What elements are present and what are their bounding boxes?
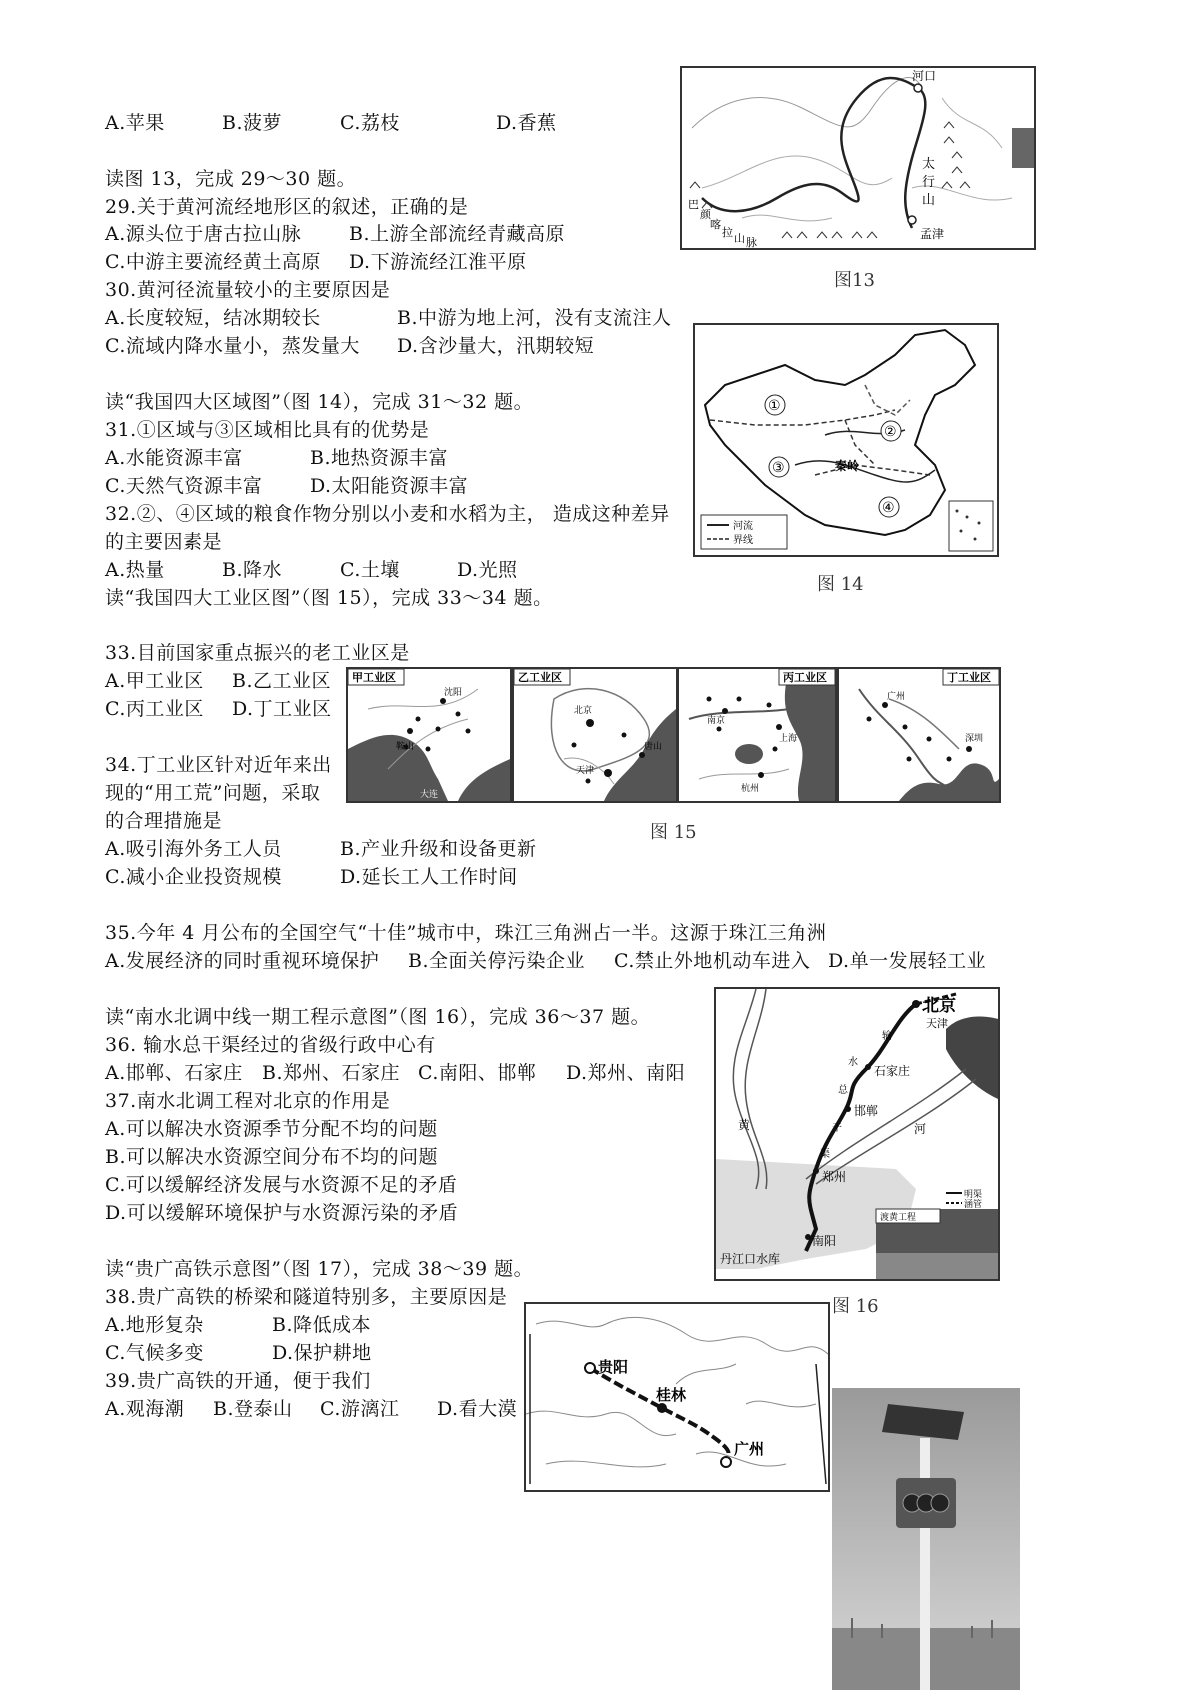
q34-stem-line2: 现的“用工荒”问题，采取 xyxy=(105,782,321,804)
figure-17-guiguang-railway-map xyxy=(524,1302,830,1492)
fig15-city-shenzhen: 深圳 xyxy=(965,734,984,744)
q30-option-a: A.长度较短，结冰期较长 xyxy=(105,307,321,329)
fig14-region-4: ④ xyxy=(882,500,895,516)
q30-option-c: C.流域内降水量小，蒸发量大 xyxy=(105,335,360,357)
q39-option-a: A.观海潮 xyxy=(105,1398,185,1420)
fig16-city-zhengzhou: 郑州 xyxy=(822,1170,847,1184)
fig15-city-tianjin: 天津 xyxy=(576,766,595,776)
q30-stem: 30.黄河径流量较小的主要原因是 xyxy=(105,279,391,301)
q31-stem: 31.①区域与③区域相比具有的优势是 xyxy=(105,419,430,441)
fig15-city-hangzhou: 杭州 xyxy=(741,784,760,794)
fig16-photo-label: 渡黄工程 xyxy=(880,1213,917,1223)
fig16-city-beijing: 北京 xyxy=(922,996,956,1016)
q37-option-a: A.可以解决水资源季节分配不均的问题 xyxy=(105,1118,438,1140)
fig16-canal-3: 总 xyxy=(838,1085,848,1096)
q35-option-c: C.禁止外地机动车进入 xyxy=(614,950,811,972)
figure-14-caption: 图 14 xyxy=(817,574,864,595)
intro-fig13: 读图 13，完成 29～30 题。 xyxy=(105,168,357,190)
q34-stem-line3: 的合理措施是 xyxy=(105,810,223,832)
fig13-label-shan2: 山 xyxy=(734,232,745,245)
q38-option-c: C.气候多变 xyxy=(105,1342,204,1364)
q36-option-a: A.邯郸、石家庄 xyxy=(105,1062,243,1084)
fig16-canal-2: 水 xyxy=(848,1057,858,1068)
q39-stem: 39.贵广高铁的开通，便于我们 xyxy=(105,1370,371,1392)
intro-fig15: 读“我国四大工业区图”（图 15），完成 33～34 题。 xyxy=(105,587,553,609)
q36-option-c: C.南阳、邯郸 xyxy=(418,1062,537,1084)
fig15-panel-yi-title: 乙工业区 xyxy=(518,671,562,684)
q36-option-b: B.郑州、石家庄 xyxy=(262,1062,401,1084)
fig14-label-qinling: 秦岭 xyxy=(835,459,860,473)
q33-option-d: D.丁工业区 xyxy=(232,698,332,720)
fig16-canal-1: 输 xyxy=(882,1031,892,1042)
fig13-label-hang: 行 xyxy=(922,175,936,190)
q37-option-b: B.可以解决水资源空间分布不均的问题 xyxy=(105,1146,439,1168)
q39-option-d: D.看大漠 xyxy=(437,1398,518,1420)
q32-option-b: B.降水 xyxy=(222,559,283,581)
fig16-reservoir: 丹江口水库 xyxy=(720,1252,781,1266)
intro-fig17: 读“贵广高铁示意图”（图 17），完成 38～39 题。 xyxy=(105,1258,534,1280)
fig15-panel-bing-title: 丙工业区 xyxy=(783,671,827,684)
fig15-panel-jia-title: 甲工业区 xyxy=(352,671,396,684)
q31-option-c: C.天然气资源丰富 xyxy=(105,475,263,497)
q32-option-d: D.光照 xyxy=(457,559,518,581)
fig16-city-tianjin: 天津 xyxy=(926,1017,948,1030)
fig16-city-handan: 邯郸 xyxy=(854,1104,879,1118)
q35-option-b: B.全面关停污染企业 xyxy=(408,950,586,972)
fig15-city-shanghai: 上海 xyxy=(779,734,798,744)
fig13-label-shan: 山 xyxy=(922,193,936,208)
fig14-legend-river: 河流 xyxy=(733,521,753,532)
fig13-label-ba: 巴 xyxy=(688,198,699,211)
fig15-city-nanjing: 南京 xyxy=(707,716,726,726)
figure-15-panel-ding xyxy=(837,667,1001,803)
fig15-city-tangshan: 唐山 xyxy=(644,742,663,752)
q31-option-d: D.太阳能资源丰富 xyxy=(310,475,469,497)
fig16-river-he: 河 xyxy=(914,1122,927,1136)
fig13-label-mengjin: 孟津 xyxy=(920,227,945,241)
q37-option-c: C.可以缓解经济发展与水资源不足的矛盾 xyxy=(105,1174,458,1196)
fig16-legend-open: 明渠 xyxy=(964,1190,983,1200)
q34-option-a: A.吸引海外务工人员 xyxy=(105,838,282,860)
fig13-label-ka: 喀 xyxy=(710,218,721,231)
fig13-label-yan: 颜 xyxy=(700,208,711,221)
q28-option-a: A.苹果 xyxy=(105,112,165,134)
q35-stem: 35.今年 4 月公布的全国空气“十佳”城市中，珠江三角洲占一半。这源于珠江三角洲 xyxy=(105,922,827,944)
fig16-canal-5: 渠 xyxy=(820,1149,830,1160)
fig15-city-beijing: 北京 xyxy=(574,706,593,716)
q29-option-a: A.源头位于唐古拉山脉 xyxy=(105,223,302,245)
fig14-region-2: ② xyxy=(884,424,897,440)
q28-option-c: C.荔枝 xyxy=(340,112,400,134)
q39-option-b: B.登泰山 xyxy=(213,1398,293,1420)
q34-option-c: C.减小企业投资规模 xyxy=(105,866,282,888)
figure-16-south-north-water-map xyxy=(714,987,1000,1281)
q35-option-d: D.单一发展轻工业 xyxy=(828,950,987,972)
figure-15-panel-jia xyxy=(346,667,512,803)
q32-option-a: A.热量 xyxy=(105,559,165,581)
q37-option-d: D.可以缓解环境保护与水资源污染的矛盾 xyxy=(105,1202,459,1224)
fig17-city-guiyang: 贵阳 xyxy=(598,1358,629,1376)
fig15-panel-ding-title: 丁工业区 xyxy=(947,671,991,684)
q34-stem-line1: 34.丁工业区针对近年来出 xyxy=(105,754,332,776)
q37-stem: 37.南水北调工程对北京的作用是 xyxy=(105,1090,391,1112)
q33-option-c: C.丙工业区 xyxy=(105,698,204,720)
q29-stem: 29.关于黄河流经地形区的叙述，正确的是 xyxy=(105,196,469,218)
fig13-label-la: 拉 xyxy=(722,226,733,239)
q32-stem-line2: 的主要因素是 xyxy=(105,531,223,553)
q36-option-d: D.郑州、南阳 xyxy=(566,1062,686,1084)
fig15-city-anshan: 鞍山 xyxy=(396,742,415,752)
figure-15-panel-bing xyxy=(677,667,837,803)
q30-option-b: B.中游为地上河，没有支流注人 xyxy=(397,307,672,329)
fig13-label-hekou: 河口 xyxy=(912,69,937,83)
figure-15-caption: 图 15 xyxy=(650,822,697,843)
fig16-city-shijiazhuang: 石家庄 xyxy=(874,1064,911,1078)
figure-13-yellow-river-map xyxy=(680,66,1036,250)
q31-option-b: B.地热资源丰富 xyxy=(310,447,449,469)
figure-15-panel-yi xyxy=(512,667,678,803)
fig13-label-mai: 脉 xyxy=(746,236,757,248)
q29-option-c: C.中游主要流经黄土高原 xyxy=(105,251,321,273)
q34-option-b: B.产业升级和设备更新 xyxy=(340,838,537,860)
q38-option-d: D.保护耕地 xyxy=(272,1342,372,1364)
q33-option-a: A.甲工业区 xyxy=(105,670,204,692)
q33-stem: 33.目前国家重点振兴的老工业区是 xyxy=(105,642,410,664)
fig15-city-shenyang: 沈阳 xyxy=(444,688,463,698)
fig16-city-nanyang: 南阳 xyxy=(812,1234,837,1248)
q32-stem-line1: 32.②、④区域的粮食作物分别以小麦和水稻为主， 造成这种差异 xyxy=(105,503,670,525)
intro-fig16: 读“南水北调中线一期工程示意图”（图 16），完成 36～37 题。 xyxy=(105,1006,651,1028)
q28-option-d: D.香蕉 xyxy=(496,112,557,134)
q34-option-d: D.延长工人工作时间 xyxy=(340,866,518,888)
q32-option-c: C.土壤 xyxy=(340,559,400,581)
fig16-legend-culvert: 涵管 xyxy=(964,1200,983,1210)
q38-option-a: A.地形复杂 xyxy=(105,1314,204,1336)
fig14-legend-boundary: 界线 xyxy=(733,535,753,546)
fig13-label-tai: 太 xyxy=(922,157,936,172)
q29-option-d: D.下游流经江淮平原 xyxy=(349,251,527,273)
q28-option-b: B.菠萝 xyxy=(222,112,283,134)
q39-option-c: C.游漓江 xyxy=(320,1398,400,1420)
q31-option-a: A.水能资源丰富 xyxy=(105,447,243,469)
fig17-city-guangzhou: 广州 xyxy=(734,1440,765,1458)
fig15-city-guangzhou: 广州 xyxy=(887,692,906,702)
fig15-city-dalian: 大连 xyxy=(420,790,439,800)
intro-fig14: 读“我国四大区域图”（图 14），完成 31～32 题。 xyxy=(105,391,534,413)
figure-16-caption: 图 16 xyxy=(832,1296,879,1317)
fig17-city-guilin: 桂林 xyxy=(656,1386,687,1404)
fig16-river-huang: 黄 xyxy=(738,1118,751,1132)
fig14-region-1: ① xyxy=(768,398,781,414)
q35-option-a: A.发展经济的同时重视环境保护 xyxy=(105,950,380,972)
q33-option-b: B.乙工业区 xyxy=(232,670,332,692)
q38-option-b: B.降低成本 xyxy=(272,1314,372,1336)
fig16-canal-4: 干 xyxy=(832,1123,842,1134)
figure-14-four-regions-map xyxy=(693,323,999,557)
q29-option-b: B.上游全部流经青藏高原 xyxy=(349,223,566,245)
traffic-light-photo xyxy=(832,1388,1020,1690)
figure-13-caption: 图13 xyxy=(834,270,875,291)
fig14-region-3: ③ xyxy=(772,460,785,476)
q30-option-d: D.含沙量大，汛期较短 xyxy=(397,335,595,357)
q38-stem: 38.贵广高铁的桥梁和隧道特别多，主要原因是 xyxy=(105,1286,508,1308)
q36-stem: 36. 输水总干渠经过的省级行政中心有 xyxy=(105,1034,436,1056)
